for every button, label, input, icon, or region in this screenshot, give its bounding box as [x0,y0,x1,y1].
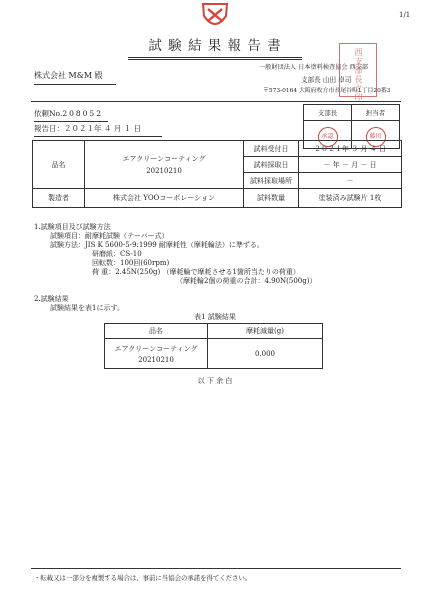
header-divider [31,101,401,102]
place-label: 試料採取場所 [244,173,299,189]
page-number: 1/1 [399,11,411,19]
section-1-heading: 1.試験項目及び試験方法 [34,223,111,231]
addressee-underline [34,84,116,85]
product-label: 品名 [33,141,85,189]
section-1-wheel: 研磨紙：CS-10 [92,250,142,258]
product-cell [85,141,244,189]
sample-info-table [32,140,402,208]
quantity-label: 試料数量 [244,189,299,208]
jpcia-logo-icon [199,2,231,32]
request-underline [34,121,108,122]
request-number-label: 依頼No. [34,109,63,118]
results-product-code: 20210210 [138,355,174,364]
results-product-cell [105,339,208,369]
place-value: － [299,173,402,189]
section-1-rotations: 回転数：100回(60rpm) [92,259,170,267]
addressee-company: 株式会社 M&M 殿 [34,71,103,80]
results-header-name: 品名 [105,324,208,339]
report-date [34,125,141,133]
title-underline-2 [128,59,302,60]
request-number-value: 208052 [62,109,103,118]
stamp-header-branch-chief: 支部長 [304,105,352,121]
section-1-load-total: （摩耗輪2個の荷重の合計：4.90N(500g)） [176,277,317,285]
results-product-name: エアクリーンコーティング [114,344,198,353]
product-code: 20210210 [146,167,182,175]
report-underline [34,136,162,137]
issuer-line-3: 〒573-0164 大阪府枚方市長尾谷町1丁目20番3 [263,88,391,94]
report-date-label: 報告日： [34,124,64,133]
staff-seal: 藤田 [366,127,386,147]
table-row [105,339,323,369]
section-2-heading: 2.試験結果 [34,295,69,303]
results-loss-value: 0.000 [208,339,323,369]
section-1-load: 荷 重：2.45N(250g) （摩耗輪で摩耗させる1箇所当たりの荷重） [92,268,300,276]
section-1-item: 試験項目：耐摩耗試験（テーバー式） [50,232,169,240]
page-title: 試 験 結 果 報 告 書 [148,38,282,54]
sampled-value: － 年 － 月 － 日 [299,157,402,173]
maker-label: 製造者 [33,189,85,208]
footer-note: ・転載又は一部分を複製する場合は、事前に当協会の承諾を得てください。 [34,574,252,582]
results-caption: 表1 試験結果 [194,313,236,321]
product-name: エアクリーンコーティング [122,155,206,163]
request-number [34,110,103,118]
stamp-header-staff: 担当者 [352,105,400,121]
section-1-method: 試験方法：JIS K 5600-5-9:1999 耐摩耗性（摩耗輪法）に準ずる。 [50,241,264,249]
results-header-loss: 摩耗減量(g) [208,324,323,339]
issuer-line-1: 一般財団法人 日本塗料検査協会 西支部 [259,64,369,71]
sampled-label: 試料採取日 [244,157,299,173]
footer-divider [31,568,401,569]
report-date-value: ２０２１年 ４ 月 １ 日 [64,124,142,133]
issuer-line-2: 支部長 山田 卓司 [301,76,352,84]
quantity-value: 塗装済み試験片 1枚 [299,189,402,208]
received-value: ２０２１年 ３ 月 ４ 日 [299,141,402,157]
section-2-text: 試験結果を表1に示す。 [50,304,124,312]
end-note: 以 下 余 白 [197,377,233,385]
approver-seal: 承認 [318,127,338,147]
title-underline [128,57,302,58]
association-seal: 西支部長之印 [339,43,377,97]
received-label: 試料受付日 [244,141,299,157]
results-table [104,323,323,369]
maker-value: 株式会社 YOOコーポレーション [85,189,244,208]
